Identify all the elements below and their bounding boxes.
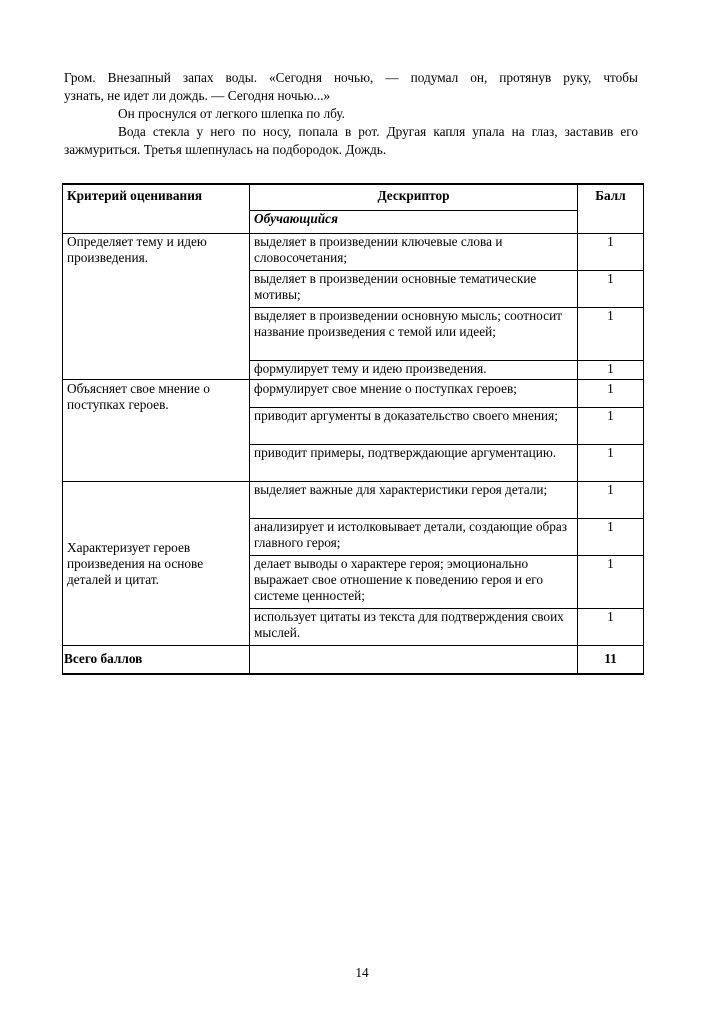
score-cell: 1 [578, 482, 644, 519]
assessment-rubric-table [62, 183, 644, 675]
page-number: 14 [355, 965, 369, 980]
score-cell: 1 [578, 408, 644, 445]
descriptor-cell: выделяет в произведении ключевые слова и словосочетания; [250, 234, 578, 271]
score-cell: 1 [578, 308, 644, 361]
header-descriptor: Дескриптор [250, 184, 578, 211]
criterion-cell [63, 482, 250, 646]
score-cell: 1 [578, 609, 644, 646]
total-label: Всего баллов [63, 646, 250, 675]
total-value: 11 [578, 646, 644, 675]
subheader-student: Обучающийся [250, 211, 578, 234]
total-spacer-cell [250, 646, 578, 675]
total-row [63, 646, 644, 675]
paragraph-3-line-2: зажмуриться. Третья шлепнулась на подбородок. Дождь. [64, 142, 387, 157]
criterion-cell [63, 380, 250, 482]
score-cell: 1 [578, 519, 644, 556]
descriptor-cell: выделяет важные для характеристики героя детали; [250, 482, 578, 519]
descriptor-cell: выделяет в произведении основную мысль; соотносит название произведения с темой или идеей; [250, 308, 578, 361]
descriptor-cell: анализирует и истолковывает детали, создающие образ главного героя; [250, 519, 578, 556]
header-score: Балл [578, 184, 644, 234]
paragraph-2: Он проснулся от легкого шлепка по лбу. [118, 106, 345, 121]
criterion-cell [63, 234, 250, 380]
score-cell: 1 [578, 361, 644, 380]
table-row [63, 380, 644, 408]
descriptor-cell: формулирует тему и идею произведения. [250, 361, 578, 380]
criterion-text: Определяет тему и идею произведения. [67, 234, 207, 265]
criterion-text: Объясняет свое мнение о поступках героев. [67, 381, 210, 412]
score-cell: 1 [578, 380, 644, 408]
descriptor-cell: использует цитаты из текста для подтверждения своих мыслей. [250, 609, 578, 646]
table-row [63, 482, 644, 519]
paragraph-3-line-1: Вода стекла у него по носу, попала в рот. Другая капля упала на глаз, заставив его [118, 124, 638, 139]
score-cell: 1 [578, 234, 644, 271]
descriptor-cell: делает выводы о характере героя; эмоционально выражает свое отношение к поведению героя и его системе ценностей; [250, 556, 578, 609]
score-cell: 1 [578, 271, 644, 308]
descriptor-cell: приводит примеры, подтверждающие аргументацию. [250, 445, 578, 482]
header-criterion: Критерий оценивания [63, 184, 250, 234]
descriptor-cell: приводит аргументы в доказательство своего мнения; [250, 408, 578, 445]
criterion-text: Характеризует героев произведения на основе деталей и цитат. [67, 539, 204, 587]
descriptor-cell: формулирует свое мнение о поступках героев; [250, 380, 578, 408]
score-cell: 1 [578, 445, 644, 482]
score-cell: 1 [578, 556, 644, 609]
descriptor-cell: выделяет в произведении основные тематические мотивы; [250, 271, 578, 308]
table-row [63, 234, 644, 271]
paragraph-1-line-1: Гром. Внезапный запах воды. «Сегодня ночью, — подумал он, протянув руку, чтобы [64, 70, 638, 85]
paragraph-1-line-2: узнать, не идет ли дождь. — Сегодня ночью...» [64, 88, 331, 103]
